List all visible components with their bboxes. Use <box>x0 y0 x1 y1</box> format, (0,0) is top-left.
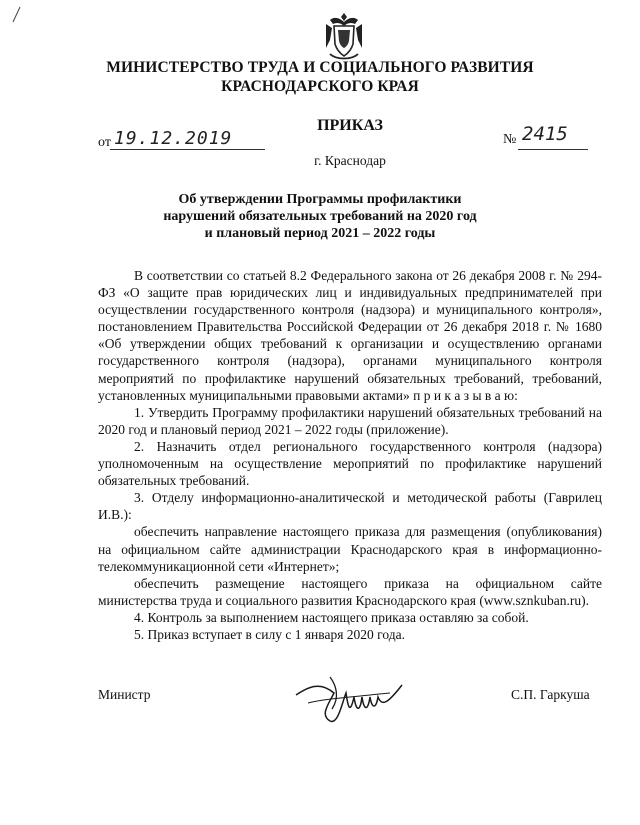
item-2-paragraph: 2. Назначить отдел регионального государственного контроля (надзора) уполномоченным на осуществление мероприятий по профилактике нарушений обязательных требований. <box>98 438 602 489</box>
signer-position: Министр <box>98 687 151 702</box>
ministry-name <box>0 58 640 96</box>
item-3-paragraph: 3. Отделу информационно-аналитической и методической работы (Гаврилец И.В.): <box>98 490 602 523</box>
item-4-paragraph: 4. Контроль за выполнением настоящего приказа оставляю за собой. <box>134 609 529 625</box>
ministry-line-2: КРАСНОДАРСКОГО КРАЯ <box>221 78 419 95</box>
document-title <box>0 191 640 242</box>
item-5-paragraph: 5. Приказ вступает в силу с 1 января 2020 года. <box>134 626 405 642</box>
item-3b-paragraph: обеспечить размещение настоящего приказа на официальном сайте министерства труда и социального развития Краснодарского края (www.sznkuban.ru). <box>98 575 602 608</box>
order-number: 2415 <box>522 123 568 145</box>
number-prefix: № <box>503 132 517 147</box>
number-underline <box>518 149 588 150</box>
title-line-1: Об утверждении Программы профилактики <box>178 192 462 207</box>
order-title: ПРИКАЗ <box>317 117 383 134</box>
title-line-3: и плановый период 2021 – 2022 годы <box>204 226 436 241</box>
coat-of-arms-icon <box>320 10 368 62</box>
order-date: 19.12.2019 <box>114 128 233 149</box>
margin-mark-icon <box>10 6 22 24</box>
preamble-paragraph: В соответствии со статьей 8.2 Федерального закона от 26 декабря 2008 г. № 294-ФЗ «О защите прав юридических лиц и индивидуальных предпринимателей при осуществлении государственного контроля (надзора) и муниципального контроля», постановлением Правительства Российской Федерации от 26 декабря 2018 г. № 1680 «Об утверждении общих требований к организации и осуществлению органами государственного контроля (надзора), органами муниципального контроля мероприятий по профилактике нарушений обязательных требований, требований, установленных муниципальными правовыми актами» п р и к а з ы в а ю: <box>98 268 602 403</box>
date-prefix: от <box>98 135 111 150</box>
handwritten-signature <box>290 663 410 728</box>
item-3a-paragraph: обеспечить направление настоящего приказа для размещения (опубликования) на официальном сайте администрации Краснодарского края в информационно-телекоммуникационной сети «Интернет»; <box>98 524 602 574</box>
signer-name: С.П. Гаркуша <box>511 687 590 702</box>
title-line-2: нарушений обязательных требований на 2020 год <box>163 209 477 224</box>
document-body <box>98 267 602 643</box>
city: г. Краснодар <box>314 153 386 168</box>
date-underline <box>110 149 265 150</box>
ministry-line-1: МИНИСТЕРСТВО ТРУДА И СОЦИАЛЬНОГО РАЗВИТИЯ <box>106 59 534 76</box>
item-1-paragraph: 1. Утвердить Программу профилактики нарушений обязательных требований на 2020 год и плановый период 2021 – 2022 годы (приложение). <box>98 404 602 437</box>
